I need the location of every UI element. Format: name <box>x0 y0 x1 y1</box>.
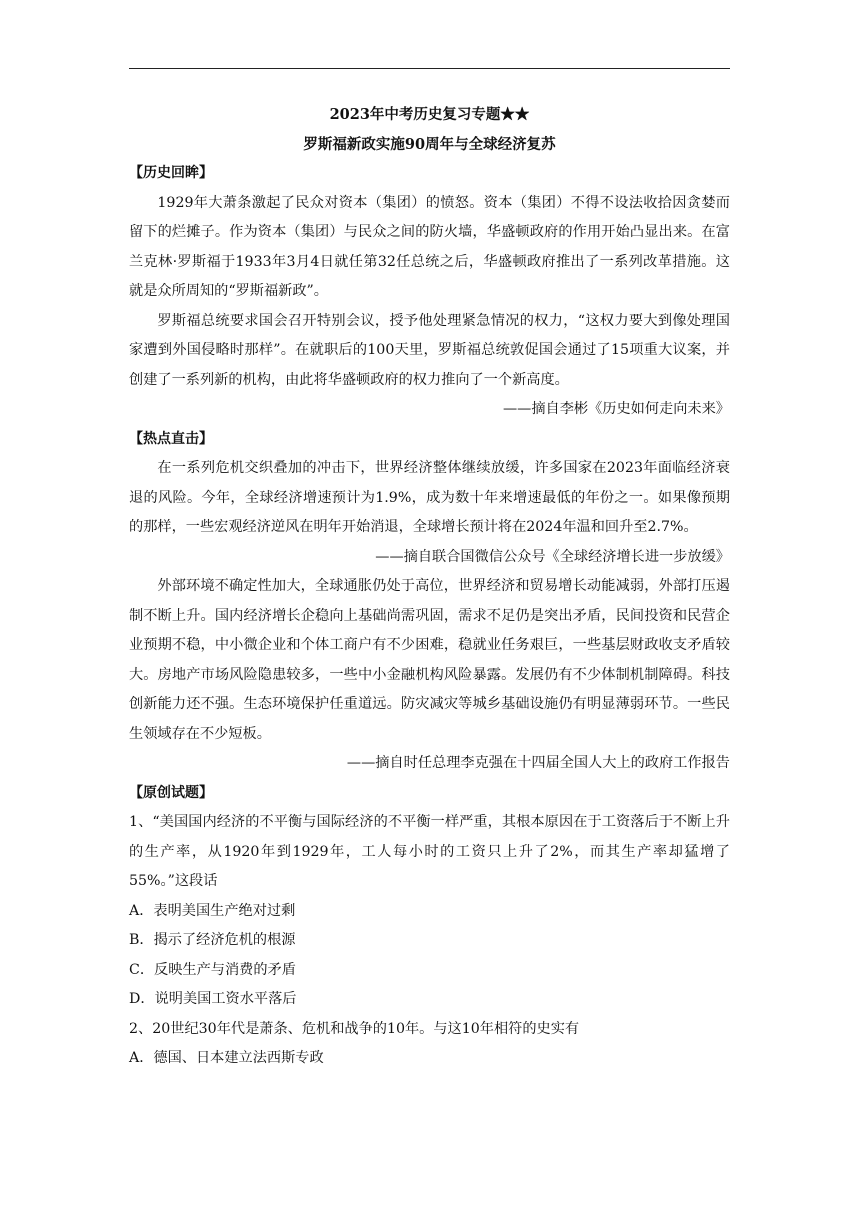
question-2-stem: 2、20世纪30年代是萧条、危机和战争的10年。与这10年相符的史实有 <box>129 1020 580 1037</box>
review-paragraph-2: 罗斯福总统要求国会召开特别会议，授予他处理紧急情况的权力，“这权力要大到像处理国家遭到外国侵略时那样”。在就职后的100天里，罗斯福总统敦促国会通过了15项重大议案，并创建了一系列新的机构，由此将华盛顿政府的权力推向了一个新高度。 <box>129 312 730 388</box>
question-1-option-d: D．说明美国工资水平落后 <box>129 991 297 1007</box>
hot-paragraph-1: 在一系列危机交织叠加的冲击下，世界经济整体继续放缓，许多国家在2023年面临经济衰退的风险。今年，全球经济增速预计为1.9%，成为数十年来增速最低的年份之一。如果像预期的那样，一些宏观经济逆风在明年开始消退，全球增长预计将在2024年温和回升至2.7%。 <box>129 460 730 535</box>
review-source: ——摘自李彬《历史如何走向未来》 <box>502 401 730 417</box>
document-title: 2023年中考历史复习专题★★ <box>329 106 530 123</box>
section-heading-hot: 【热点直击】 <box>129 430 213 447</box>
question-2-option-a: A．德国、日本建立法西斯专政 <box>129 1050 324 1066</box>
document-subtitle: 罗斯福新政实施90周年与全球经济复苏 <box>303 135 556 153</box>
document-page <box>129 100 730 1074</box>
hot-source-1: ——摘自联合国微信公众号《全球经济增长进一步放缓》 <box>375 548 730 565</box>
question-1-option-c: C．反映生产与消费的矛盾 <box>129 961 296 978</box>
review-paragraph-1: 1929年大萧条激起了民众对资本（集团）的愤怒。资本（集团）不得不设法收拾因贪婪而留下的烂摊子。作为资本（集团）与民众之间的防火墙，华盛顿政府的作用开始凸显出来。在富兰克林·罗斯福于1933年3月4日就任第32任总统之后，华盛顿政府推出了一系列改革措施。这就是众所周知的“罗斯福新政”。 <box>129 194 730 299</box>
question-1-stem: 1、“美国国内经济的不平衡与国际经济的不平衡一样严重，其根本原因在于工资落后于不断上升的生产率，从1920年到1929年，工人每小时的工资只上升了2%，而其生产率却猛增了55%。”这段话 <box>129 814 730 889</box>
hot-source-2: ——摘自时任总理李克强在十四届全国人大上的政府工作报告 <box>346 755 730 771</box>
section-heading-questions: 【原创试题】 <box>129 784 213 801</box>
hot-paragraph-2: 外部环境不确定性加大，全球通胀仍处于高位，世界经济和贸易增长动能减弱，外部打压遏制不断上升。国内经济增长企稳向上基础尚需巩固，需求不足仍是突出矛盾，民间投资和民营企业预期不稳，中小微企业和个体工商户有不少困难，稳就业任务艰巨，一些基层财政收支矛盾较大。房地产市场风险隐患较多，一些中小金融机构风险暴露。发展仍有不少体制机制障碍。科技创新能力还不强。生态环境保护任重道远。防灾减灾等城乡基础设施仍有明显薄弱环节。一些民生领域存在不少短板。 <box>129 578 730 742</box>
question-1-option-b: B．揭示了经济危机的根源 <box>129 932 296 948</box>
section-heading-review: 【历史回眸】 <box>129 165 213 181</box>
header-rule <box>129 68 730 69</box>
question-1-option-a: A．表明美国生产绝对过剩 <box>129 902 296 919</box>
